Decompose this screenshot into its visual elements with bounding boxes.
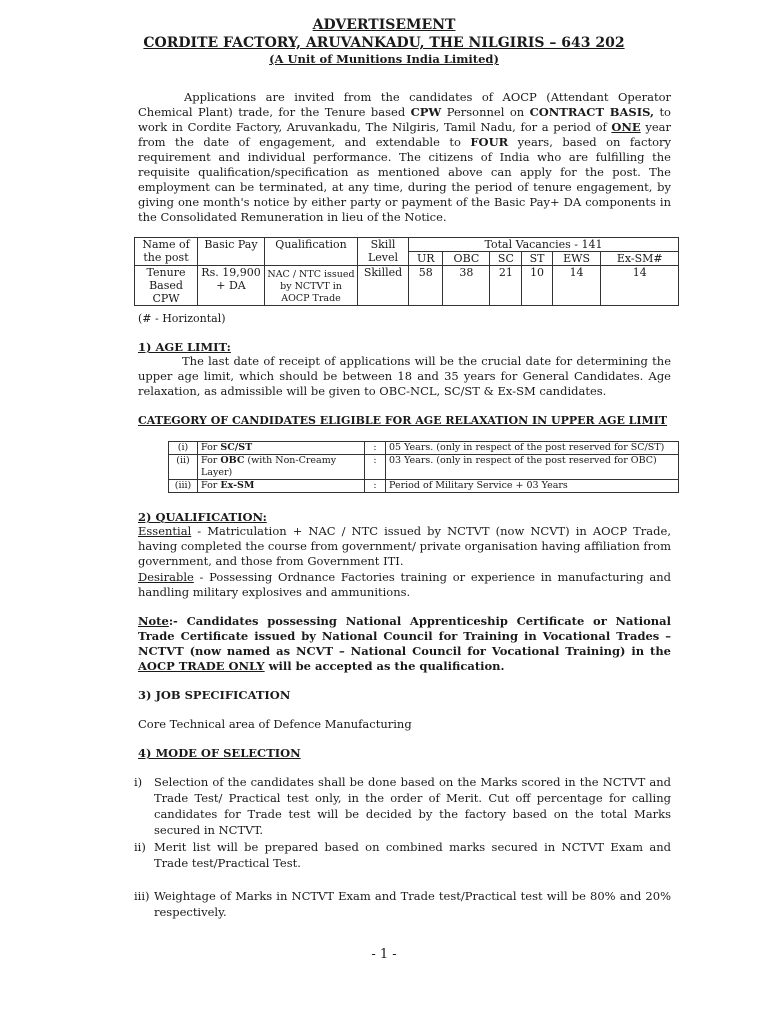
row-value: Period of Military Service + 03 Years (386, 480, 679, 493)
row-separator: : (365, 480, 386, 493)
category-name: SC/ST (220, 442, 253, 453)
intro-bold-four: FOUR (470, 135, 509, 149)
qualification-desirable (138, 570, 671, 600)
intro-paragraph (138, 90, 671, 225)
header-total-vacancies: Total Vacancies - 141 (409, 238, 679, 252)
unit-line: (A Unit of Munitions India Limited) (269, 52, 499, 66)
count-st: 10 (522, 266, 552, 306)
qualification-essential (138, 524, 671, 569)
table-row (135, 266, 679, 306)
count-sc: 21 (490, 266, 522, 306)
intro-bold-contract: CONTRACT BASIS, (529, 105, 655, 119)
vacancy-table (134, 237, 679, 306)
list-item (134, 774, 671, 838)
category-ur: UR (409, 252, 443, 266)
list-number: iii) (134, 889, 150, 903)
header-basic-pay: Basic Pay (198, 238, 265, 266)
age-relaxation-table (168, 441, 679, 493)
age-limit-text: The last date of receipt of applications will be the crucial date for determining the upper age limit, which should be between 18 and 35 years for General Candidates. Age relaxation, as admissible will be given to OBC-NCL, SC/ST & Ex-SM candidates. (138, 354, 671, 398)
note-label: Note (138, 614, 169, 628)
list-number: ii) (134, 840, 146, 854)
list-item (134, 888, 671, 920)
table-row (169, 455, 679, 480)
row-category (198, 442, 365, 455)
desirable-text: - Possessing Ordnance Factories training or experience in manufacturing and handling military explosives and ammunitions. (138, 570, 671, 599)
table-footnote: (# - Horizontal) (138, 312, 226, 325)
cell-pay: Rs. 19,900 + DA (198, 266, 265, 306)
category-exsm: Ex-SM# (601, 252, 679, 266)
header-skill-level: Skill Level (358, 238, 409, 266)
header-qualification: Qualification (265, 238, 358, 266)
cell-skill: Skilled (358, 266, 409, 306)
intro-text-3: to work in Cordite Factory, Aruvankadu, The Nilgiris, Tamil Nadu, for a period of (138, 105, 671, 134)
intro-text-1: Applications are invited from the candidates of AOCP (Attendant Operator Chemical Plant) trade, for the Tenure based (138, 90, 671, 119)
note-text: :- Candidates possessing National Apprenticeship Certificate or National Trade Certificate issued by National Council for Training in Vocational Trades – NCTVT (now named as NCVT – National Council for Vocational Training) in the (138, 614, 671, 658)
mode-of-selection-heading: 4) MODE OF SELECTION (138, 746, 301, 760)
count-obc: 38 (443, 266, 490, 306)
job-specification-text: Core Technical area of Defence Manufacturing (138, 717, 412, 731)
note-trade: AOCP TRADE ONLY (138, 659, 265, 673)
factory-address: CORDITE FACTORY, ARUVANKADU, THE NILGIRIS – 643 202 (143, 35, 625, 51)
list-number: i) (134, 775, 143, 789)
essential-label: Essential (138, 524, 192, 538)
cell-qualification: NAC / NTC issued by NCTVT in AOCP Trade (265, 266, 358, 306)
list-text: Weightage of Marks in NCTVT Exam and Trade test/Practical test will be 80% and 20% respectively. (154, 889, 671, 919)
category-name: Ex-SM (220, 480, 255, 491)
list-text: Selection of the candidates shall be done based on the Marks scored in the NCTVT and Trade Test/ Practical test only, in the order of Merit. Cut off percentage for calling candidates for Trade test will be decided by the factory based on the total Marks secured in NCTVT. (154, 775, 671, 837)
qualification-note (138, 614, 671, 674)
age-limit-heading: 1) AGE LIMIT: (138, 340, 231, 354)
count-ur: 58 (409, 266, 443, 306)
intro-text-5: years, based on factory requirement and individual performance. The citizens of India who are fulfilling the requisite qualification/specification as mentioned above can apply for the post. The employment can be terminated, at any time, during the period of tenure engagement, by giving one month's notice by either party or payment of the Basic Pay+ DA components in the Consolidated Remuneration in lieu of the Notice. (138, 135, 671, 224)
row-number: (iii) (169, 480, 198, 493)
row-value: 05 Years. (only in respect of the post reserved for SC/ST) (386, 442, 679, 455)
intro-text-2: Personnel on (441, 105, 530, 119)
essential-text: - Matriculation + NAC / NTC issued by NCTVT (now NCVT) in AOCP Trade, having completed the course from government/ private organisation having affiliation from government, and those from Government ITI. (138, 524, 671, 568)
intro-text-4: year from the date of engagement, and extendable to (138, 120, 672, 149)
category-st: ST (522, 252, 552, 266)
for-label: For (201, 442, 221, 453)
qualification-heading: 2) QUALIFICATION: (138, 510, 267, 524)
row-separator: : (365, 442, 386, 455)
list-item (134, 839, 671, 871)
cell-post: Tenure Based CPW (135, 266, 198, 306)
list-text: Merit list will be prepared based on combined marks secured in NCTVT Exam and Trade test/Practical Test. (154, 840, 671, 870)
count-ews: 14 (552, 266, 601, 306)
row-number: (i) (169, 442, 198, 455)
category-ews: EWS (552, 252, 601, 266)
age-relaxation-heading: CATEGORY OF CANDIDATES ELIGIBLE FOR AGE RELAXATION IN UPPER AGE LIMIT (138, 414, 668, 427)
category-obc: OBC (443, 252, 490, 266)
advertisement-title: ADVERTISEMENT (312, 17, 456, 33)
header-post: Name of the post (135, 238, 198, 266)
for-label: For (201, 455, 221, 466)
table-row (169, 480, 679, 493)
row-number: (ii) (169, 455, 198, 480)
intro-bold-one: ONE (611, 120, 641, 134)
category-name: OBC (220, 455, 245, 466)
row-separator: : (365, 455, 386, 480)
count-exsm: 14 (601, 266, 679, 306)
category-extra: (with Non-Creamy Layer) (201, 455, 337, 478)
category-sc: SC (490, 252, 522, 266)
row-value: 03 Years. (only in respect of the post reserved for OBC) (386, 455, 679, 480)
row-category (198, 480, 365, 493)
note-end: will be accepted as the qualification. (264, 659, 505, 673)
row-category (198, 455, 365, 480)
for-label: For (201, 480, 221, 491)
page-number: - 1 - (371, 947, 397, 962)
table-row (169, 442, 679, 455)
intro-bold-cpw: CPW (410, 105, 442, 119)
desirable-label: Desirable (138, 570, 194, 584)
job-specification-heading: 3) JOB SPECIFICATION (138, 688, 291, 702)
